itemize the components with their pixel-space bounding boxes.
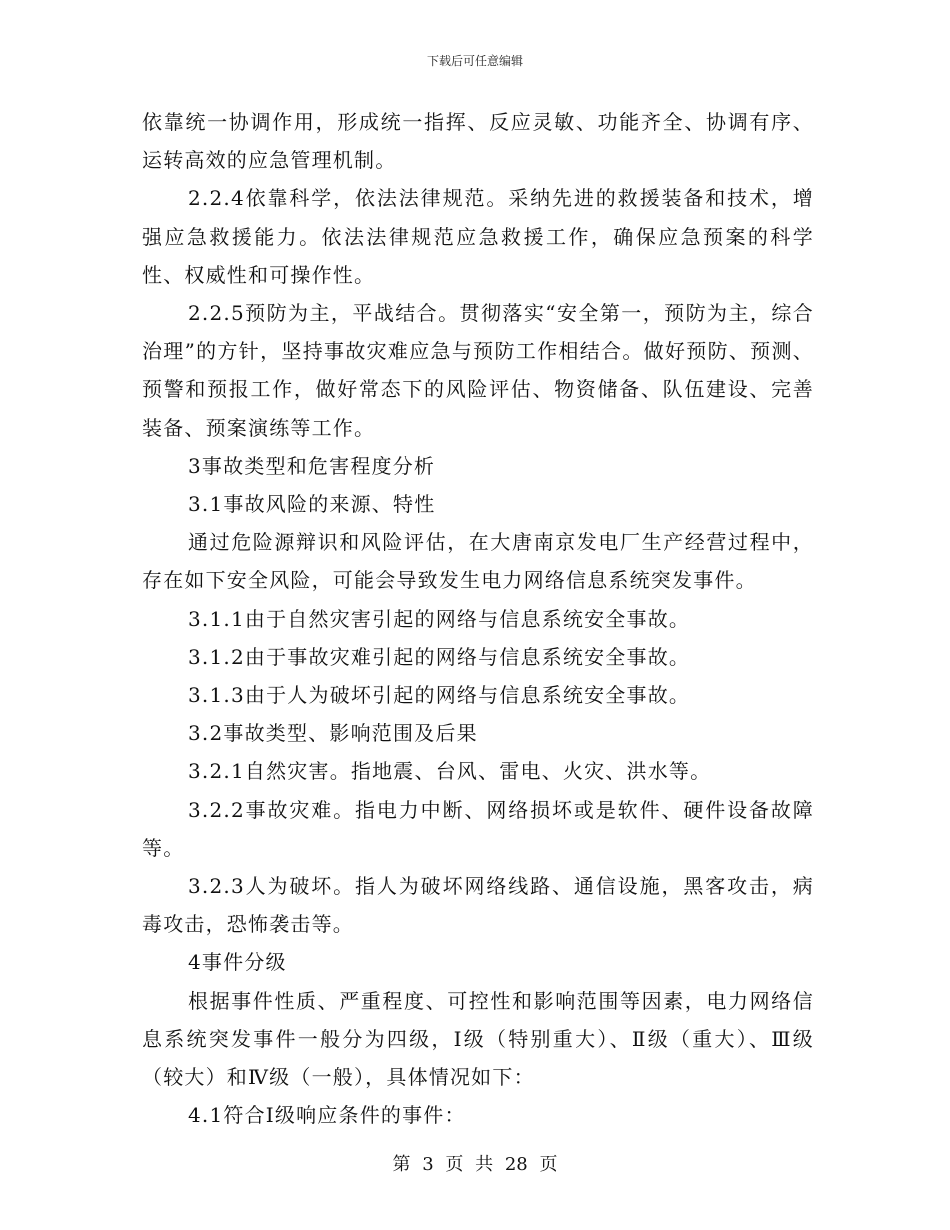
list-item: 3.1.1由于自然灾害引起的网络与信息系统安全事故。 (188, 606, 691, 631)
paragraph: 通过危险源辩识和风险评估，在大唐南京发电厂生产经营过程中，存在如下安全风险，可能会导致发生电力网络信息系统突发事件。 (142, 530, 814, 593)
list-item: 3.2.2事故灾难。指电力中断、网络损坏或是软件、硬件设备故障等。 (142, 797, 814, 860)
list-item: 3.2.3人为破坏。指人为破坏网络线路、通信设施，黑客攻击，病毒攻击，恐怖袭击等。 (142, 874, 814, 937)
paragraph: 2.2.4依靠科学，依法法律规范。采纳先进的救援装备和技术，增强应急救援能力。依法法律规范应急救援工作，确保应急预案的科学性、权威性和可操作性。 (142, 186, 814, 287)
section-heading: 3事故类型和危害程度分析 (188, 453, 436, 478)
page-header: 下载后可任意编辑 (426, 54, 523, 68)
paragraph: 依靠统一协调作用，形成统一指挥、反应灵敏、功能齐全、协调有序、运转高效的应急管理机制。 (142, 110, 814, 173)
subsection-heading: 3.2事故类型、影响范围及后果 (188, 721, 478, 746)
document-body (142, 103, 814, 1134)
list-item: 3.1.2由于事故灾难引起的网络与信息系统安全事故。 (188, 644, 691, 669)
list-item: 3.1.3由于人为破坏引起的网络与信息系统安全事故。 (188, 683, 691, 708)
subsection-heading: 3.1事故风险的来源、特性 (188, 492, 436, 517)
page-footer: 第 3 页 共 28 页 (392, 1154, 558, 1175)
subsection-heading: 4.1符合Ⅰ级响应条件的事件： (188, 1103, 466, 1128)
paragraph: 2.2.5预防为主，平战结合。贯彻落实“安全第一，预防为主，综合治理”的方针，坚持事故灾难应急与预防工作相结合。做好预防、预测、预警和预报工作，做好常态下的风险评估、物资储备、队伍建设、完善装备、预案演练等工作。 (142, 301, 814, 440)
paragraph: 根据事件性质、严重程度、可控性和影响范围等因素，电力网络信息系统突发事件一般分为四级，Ⅰ级（特别重大）、Ⅱ级（重大）、Ⅲ级（较大）和Ⅳ级（一般），具体情况如下： (142, 988, 814, 1090)
section-heading: 4事件分级 (188, 950, 287, 975)
list-item: 3.2.1自然灾害。指地震、台风、雷电、火灾、洪水等。 (188, 759, 712, 784)
